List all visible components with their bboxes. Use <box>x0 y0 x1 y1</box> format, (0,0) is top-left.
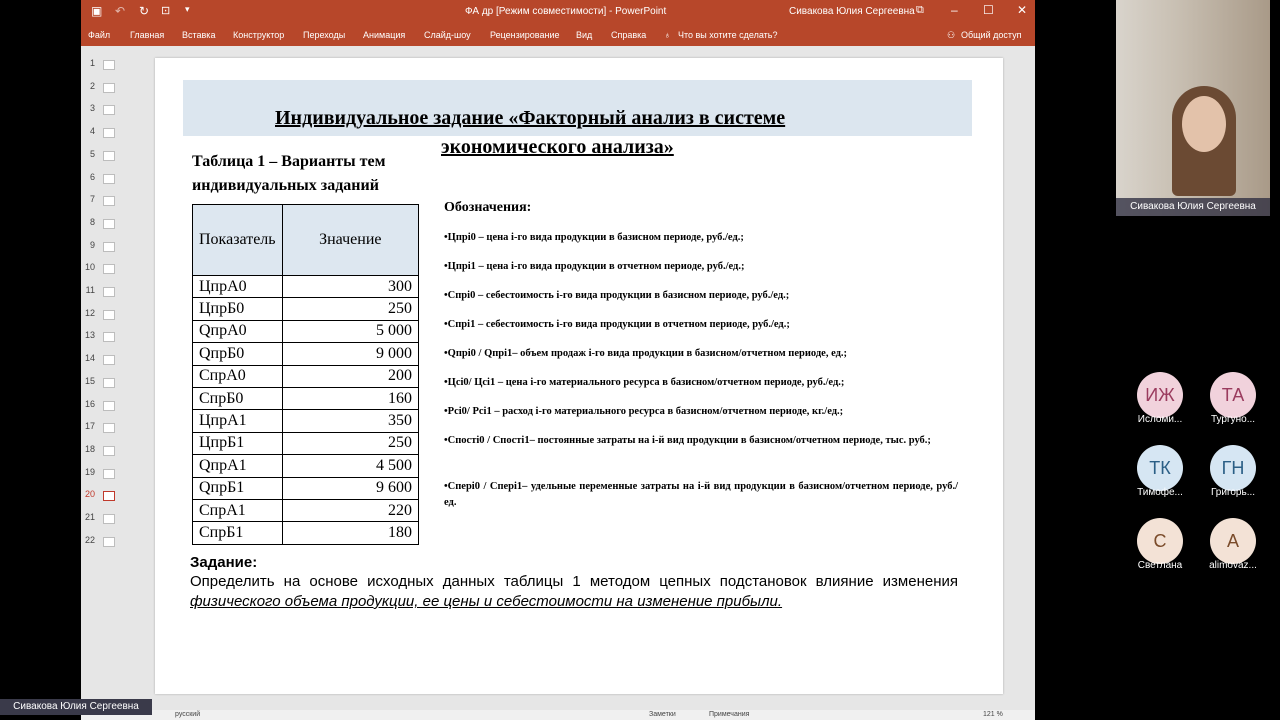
thumbnail-slide[interactable] <box>103 537 115 547</box>
indicator-cell: ЦпрБ1 <box>193 432 283 454</box>
slide-thumbnails-pane <box>81 46 143 710</box>
table-row <box>193 522 419 544</box>
task-text <box>190 572 958 612</box>
thumbnail-slide[interactable] <box>103 491 115 501</box>
indicator-cell: СпрА0 <box>193 365 283 387</box>
table-row <box>193 343 419 365</box>
thumbnail-number[interactable]: 8 <box>89 216 95 227</box>
thumbnail-slide[interactable] <box>103 151 115 161</box>
participant-avatar[interactable]: ТА <box>1210 372 1256 418</box>
participant-avatar[interactable]: С <box>1137 518 1183 564</box>
tab-slideshow[interactable]: Слайд-шоу <box>424 30 471 40</box>
thumbnail-number[interactable]: 15 <box>84 375 95 386</box>
thumbnail-slide[interactable] <box>103 446 115 456</box>
table-row <box>193 320 419 342</box>
thumbnail-slide[interactable] <box>103 219 115 229</box>
share-button[interactable]: Общий доступ <box>961 30 1022 40</box>
thumbnail-number[interactable]: 19 <box>84 466 95 477</box>
thumbnail-number[interactable]: 18 <box>84 443 95 454</box>
thumbnail-slide[interactable] <box>103 469 115 479</box>
value-cell: 160 <box>282 387 418 409</box>
value-cell: 9 600 <box>282 477 418 499</box>
designation-item: •Спрі1 – себестоимость і-го вида продукции в отчетном периоде, руб./ед.; <box>444 319 790 330</box>
participant-name: Светлана <box>1137 560 1183 571</box>
thumbnail-number[interactable]: 7 <box>89 194 95 205</box>
thumbnail-slide[interactable] <box>103 310 115 320</box>
participant-avatar[interactable]: ТК <box>1137 445 1183 491</box>
value-cell: 300 <box>282 276 418 298</box>
tab-transitions[interactable]: Переходы <box>303 30 346 40</box>
thumbnail-number[interactable]: 13 <box>84 330 95 341</box>
thumbnail-slide[interactable] <box>103 60 115 70</box>
indicator-cell: ЦпрА1 <box>193 410 283 432</box>
designation-item: •Цсі0/ Цсі1 – цена і-го материального ресурса в базисном/отчетном периоде, руб./ед.; <box>444 377 845 388</box>
designations-title: Обозначения: <box>444 200 532 215</box>
tab-view[interactable]: Вид <box>576 30 593 40</box>
thumbnail-number[interactable]: 6 <box>89 171 95 182</box>
thumbnail-slide[interactable] <box>103 174 115 184</box>
slide-canvas[interactable] <box>155 58 1003 694</box>
indicator-cell: СпрА1 <box>193 499 283 521</box>
thumbnail-number[interactable]: 16 <box>84 398 95 409</box>
indicator-cell: QпрА0 <box>193 320 283 342</box>
thumbnail-number[interactable]: 9 <box>89 239 95 250</box>
value-cell: 220 <box>282 499 418 521</box>
tab-animations[interactable]: Анимация <box>363 30 406 40</box>
thumbnail-number[interactable]: 14 <box>84 353 95 364</box>
table-header-value: Значение <box>282 205 418 276</box>
table-row <box>193 432 419 454</box>
qat-dropdown-icon[interactable]: ▾ <box>185 4 190 14</box>
screen-share-owner-label: Сивакова Юлия Сергеевна <box>0 699 152 715</box>
thumbnail-number[interactable]: 3 <box>89 103 95 114</box>
thumbnail-number[interactable]: 17 <box>84 421 95 432</box>
value-cell: 9 000 <box>282 343 418 365</box>
ribbon-tabs <box>81 24 1035 46</box>
designation-item: •Спрі0 – себестоимость і-го вида продукции в базисном периоде, руб./ед.; <box>444 290 790 301</box>
table-header-indicator: Показатель <box>193 205 283 276</box>
thumbnail-slide[interactable] <box>103 287 115 297</box>
indicator-cell: QпрБ0 <box>193 343 283 365</box>
redo-icon[interactable]: ↻ <box>139 4 150 18</box>
powerpoint-window <box>81 0 1035 720</box>
thumbnail-number[interactable]: 11 <box>85 285 95 295</box>
tab-design[interactable]: Конструктор <box>233 30 285 40</box>
value-cell: 4 500 <box>282 455 418 477</box>
thumbnail-slide[interactable] <box>103 355 115 365</box>
tab-insert[interactable]: Вставка <box>182 30 216 40</box>
table-row <box>193 387 419 409</box>
thumbnail-slide[interactable] <box>103 128 115 138</box>
zoom-level[interactable]: 121 % <box>983 711 1003 718</box>
designation-item: •Qпрі0 / Qпрі1– объем продаж і-го вида продукции в базисном/отчетном периоде, ед.; <box>444 348 848 359</box>
indicator-cell: QпрБ1 <box>193 477 283 499</box>
thumbnail-slide[interactable] <box>103 105 115 115</box>
indicator-cell: ЦпрА0 <box>193 276 283 298</box>
thumbnail-number[interactable]: 12 <box>84 307 95 318</box>
task-label: Задание: <box>190 554 258 571</box>
value-cell: 180 <box>282 522 418 544</box>
ribbon-options-icon[interactable]: ⧉ <box>916 4 924 16</box>
indicator-cell: СпрБ1 <box>193 522 283 544</box>
participant-avatar[interactable]: ИЖ <box>1137 372 1183 418</box>
window-title: ФА др [Режим совместимости] - PowerPoint <box>465 6 667 17</box>
thumbnail-slide[interactable] <box>103 514 115 524</box>
table-caption: Таблица 1 – Варианты тем индивидуальных заданий <box>192 153 386 194</box>
close-icon[interactable]: ✕ <box>1017 3 1028 17</box>
thumbnail-slide[interactable] <box>103 242 115 252</box>
table-row <box>193 455 419 477</box>
indicator-cell: ЦпрБ0 <box>193 298 283 320</box>
designation-item: •Сперi0 / Сперi1– удельные переменные затраты на i-й вид продукции в базисном/отчетном периоде, руб./ед. <box>444 481 958 508</box>
thumbnail-slide[interactable] <box>103 378 115 388</box>
variants-table <box>192 204 419 545</box>
save-icon[interactable]: ▣ <box>91 4 103 18</box>
designation-item: •Цпрі1 – цена і-го вида продукции в отчетном периоде, руб./ед.; <box>444 261 745 272</box>
participant-avatar[interactable]: А <box>1210 518 1256 564</box>
table-row <box>193 499 419 521</box>
tab-review[interactable]: Рецензирование <box>490 30 560 40</box>
participant-name: Тимофе... <box>1137 487 1183 498</box>
thumbnail-number[interactable]: 10 <box>84 262 95 273</box>
status-bar <box>81 710 1035 720</box>
thumbnail-number[interactable]: 4 <box>89 126 95 137</box>
thumbnail-slide[interactable] <box>103 401 115 411</box>
thumbnail-number[interactable]: 21 <box>84 512 95 522</box>
presenter-name-label: Сивакова Юлия Сергеевна <box>1116 198 1270 216</box>
table-row <box>193 276 419 298</box>
comments-button[interactable]: Примечания <box>709 711 750 718</box>
value-cell: 250 <box>282 432 418 454</box>
value-cell: 5 000 <box>282 320 418 342</box>
title-bar <box>81 0 1035 24</box>
minimize-icon[interactable]: – <box>951 3 958 17</box>
value-cell: 200 <box>282 365 418 387</box>
task-text-plain: Определить на основе исходных данных таблицы 1 методом цепных подстановок влияние изменения <box>190 573 958 590</box>
thumbnail-number[interactable]: 1 <box>89 58 95 68</box>
indicator-cell: СпрБ0 <box>193 387 283 409</box>
maximize-icon[interactable]: ☐ <box>983 3 994 17</box>
tab-file[interactable]: Файл <box>88 30 111 40</box>
slide-title-line1: Индивидуальное задание «Факторный анализ в системе <box>275 107 786 129</box>
table-row <box>193 410 419 432</box>
designation-item: •Цпрі0 – цена і-го вида продукции в базисном периоде, руб./ед.; <box>444 232 744 243</box>
thumbnail-slide[interactable] <box>103 332 115 342</box>
tab-help[interactable]: Справка <box>611 30 647 40</box>
person-icon: ⚇ <box>947 30 956 40</box>
tab-home[interactable]: Главная <box>130 30 165 40</box>
thumbnail-slide[interactable] <box>103 196 115 206</box>
account-name[interactable]: Сивакова Юлия Сергеевна <box>789 6 915 17</box>
participant-avatar[interactable]: ГН <box>1210 445 1256 491</box>
indicator-cell: QпрА1 <box>193 455 283 477</box>
thumbnail-number[interactable]: 22 <box>84 534 95 545</box>
undo-icon[interactable]: ↶ <box>115 4 126 18</box>
presenter-video <box>1116 0 1270 216</box>
table-row <box>193 477 419 499</box>
value-cell: 250 <box>282 298 418 320</box>
slideshow-icon[interactable]: ⊡ <box>161 5 171 17</box>
lightbulb-icon: ♁ <box>664 30 671 40</box>
slide-title-line2: экономического анализа» <box>441 136 674 158</box>
participant-name: alimovaz... <box>1209 560 1257 571</box>
thumbnail-number[interactable]: 5 <box>89 148 95 159</box>
table-row <box>193 298 419 320</box>
participant-name: Тургуно... <box>1210 414 1256 425</box>
tell-me-search[interactable]: Что вы хотите сделать? <box>678 30 778 40</box>
thumbnail-number[interactable]: 20 <box>84 489 95 500</box>
thumbnail-slide[interactable] <box>103 83 115 93</box>
thumbnail-number[interactable]: 2 <box>89 80 95 91</box>
thumbnail-slide[interactable] <box>103 423 115 433</box>
language-indicator[interactable]: русский <box>175 711 201 718</box>
designation-item: •Рсі0/ Рсі1 – расход і-го материального ресурса в базисном/отчетном периоде, кг./ед.; <box>444 406 844 417</box>
designation-item: •Спості0 / Спості1– постоянные затраты на і-й вид продукции в базисном/отчетном периоде, тыс. руб.; <box>444 435 931 446</box>
table-row <box>193 365 419 387</box>
thumbnail-slide[interactable] <box>103 264 115 274</box>
participant-name: Исломи... <box>1137 414 1183 425</box>
participant-name: Григорь... <box>1210 487 1256 498</box>
notes-button[interactable]: Заметки <box>649 711 676 718</box>
presenter-face <box>1182 96 1226 152</box>
task-text-underlined: физического объема продукции, ее цены и себестоимости на изменение прибыли. <box>190 593 783 610</box>
value-cell: 350 <box>282 410 418 432</box>
